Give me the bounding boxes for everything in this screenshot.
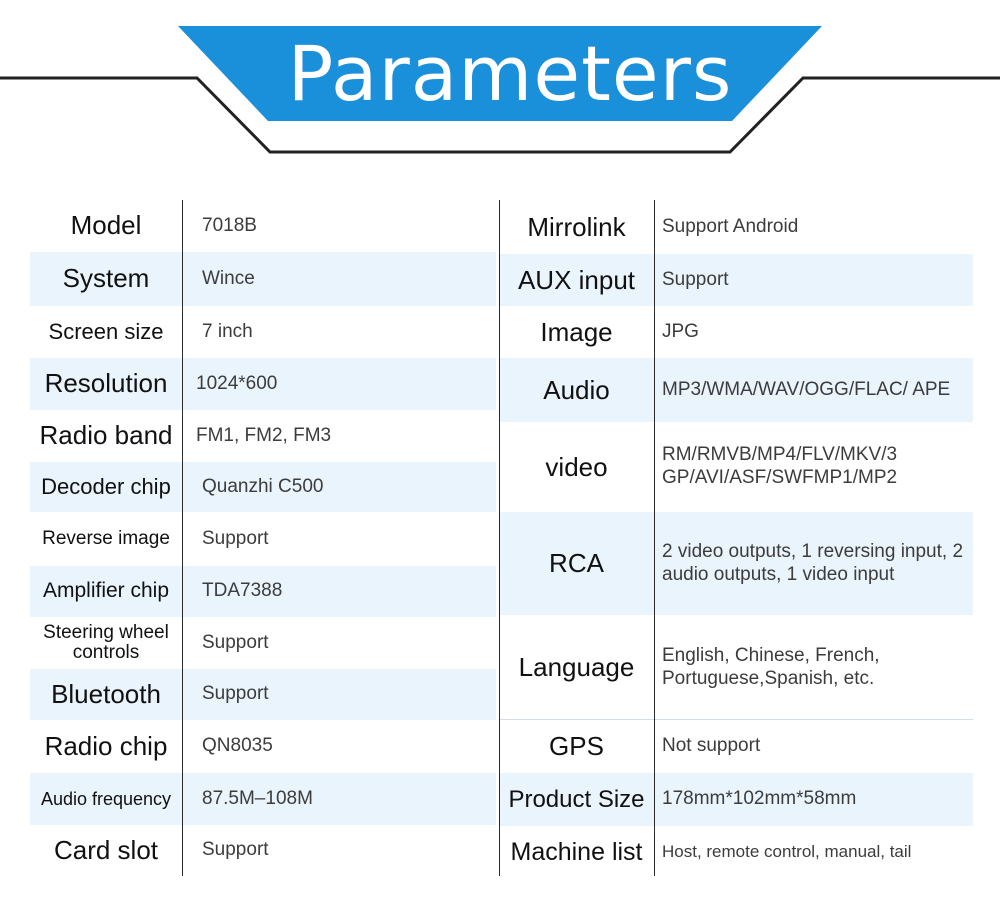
left-spec-label [30, 410, 182, 462]
right-column-divider [654, 200, 655, 876]
left-spec-value-text: Support [202, 631, 269, 653]
right-spec-value-text: Not support [662, 735, 761, 757]
left-spec-label-text: Bluetooth [51, 678, 161, 709]
right-spec-label [500, 358, 653, 422]
left-spec-label-text: Reverse image [42, 528, 170, 550]
left-spec-value [202, 669, 492, 720]
right-spec-value [662, 615, 970, 720]
right-spec-value [662, 422, 970, 512]
left-spec-value [202, 306, 492, 358]
right-spec-value [662, 720, 970, 773]
left-spec-value-text: Quanzhi C500 [202, 475, 324, 497]
right-spec-label-text: AUX input [517, 264, 636, 295]
left-spec-value-text: 7018B [202, 214, 257, 236]
left-spec-label [30, 462, 182, 512]
right-spec-label [500, 422, 653, 512]
left-spec-label-text: System [62, 263, 150, 294]
left-spec-label-text: Screen size [48, 319, 164, 345]
right-spec-value-text: MP3/WMA/WAV/OGG/FLAC/ APE [662, 378, 951, 400]
left-spec-value [202, 200, 492, 252]
right-spec-value [662, 306, 970, 358]
right-spec-label-text: Mirrolink [527, 211, 626, 242]
right-spec-value [662, 200, 970, 254]
right-spec-value [662, 773, 970, 826]
right-spec-label [500, 254, 653, 306]
right-spec-value-text: Support Android [662, 215, 799, 237]
left-column-divider [182, 200, 183, 876]
left-spec-label [30, 566, 182, 617]
right-spec-value-text: JPG [662, 320, 699, 342]
right-spec-value-text: 178mm*102mm*58mm [662, 788, 857, 810]
left-spec-value [202, 825, 492, 876]
right-spec-label [500, 615, 653, 720]
center-divider [499, 200, 500, 876]
left-spec-value-text: 87.5M–108M [202, 787, 313, 809]
right-spec-label-text: video [545, 451, 608, 482]
right-spec-value-text: Support [662, 268, 729, 290]
left-spec-label-text: Amplifier chip [42, 579, 170, 603]
right-spec-label-text: Product Size [508, 785, 645, 813]
right-spec-label [500, 306, 653, 358]
left-spec-label-text: Steering wheel controls [43, 622, 169, 663]
left-spec-label-text: Model [70, 210, 142, 241]
left-spec-value-text: Support [202, 683, 269, 705]
right-spec-label [500, 512, 653, 615]
left-spec-value-text: Wince [202, 267, 255, 289]
left-spec-label [30, 617, 182, 669]
right-spec-value [662, 254, 970, 306]
left-spec-value [202, 462, 492, 512]
left-spec-label [30, 825, 182, 876]
right-spec-label [500, 773, 653, 826]
right-spec-value-text: RM/RMVB/MP4/FLV/MKV/3 GP/AVI/ASF/SWFMP1/MP2 [662, 444, 898, 488]
right-spec-value [662, 826, 970, 878]
right-spec-label [500, 720, 653, 773]
left-spec-value [202, 617, 492, 669]
left-spec-label [30, 512, 182, 566]
right-row-divider [500, 719, 973, 720]
left-spec-value-text: FM1, FM2, FM3 [196, 424, 332, 446]
left-spec-value [202, 252, 492, 306]
left-spec-label-text: Resolution [44, 368, 168, 399]
left-spec-label-text: Audio frequency [40, 788, 172, 809]
right-spec-label-text: Language [518, 652, 635, 682]
left-spec-value-text: TDA7388 [202, 580, 283, 602]
left-spec-value-text: 1024*600 [196, 372, 278, 394]
right-spec-value-text: English, Chinese, French, Portuguese,Spanish, etc. [662, 644, 880, 689]
right-spec-label-text: GPS [549, 731, 604, 761]
left-spec-value [202, 720, 492, 773]
left-spec-value [202, 512, 492, 566]
left-spec-label-text: Decoder chip [41, 474, 171, 500]
left-spec-value [202, 566, 492, 617]
right-spec-value-text: 2 video outputs, 1 reversing input, 2 audio outputs, 1 video input [662, 540, 964, 585]
left-spec-value [202, 773, 492, 825]
left-spec-label [30, 720, 182, 773]
left-spec-value-text: Support [202, 527, 269, 549]
right-spec-label-text: Audio [543, 374, 610, 405]
right-spec-value [662, 358, 970, 422]
left-spec-label [30, 252, 182, 306]
page-title: Parameters [287, 29, 733, 118]
left-spec-label [30, 358, 182, 410]
left-spec-label-text: Radio band [39, 420, 173, 451]
left-spec-label-text: Radio chip [44, 730, 168, 761]
left-spec-label [30, 773, 182, 825]
left-spec-value-text: Support [202, 839, 269, 861]
left-spec-label-text: Card slot [53, 834, 159, 865]
left-spec-value [196, 358, 486, 410]
left-spec-label [30, 669, 182, 720]
left-spec-label [30, 200, 182, 252]
left-spec-value-text: 7 inch [202, 320, 253, 342]
right-spec-label-text: RCA [549, 548, 604, 578]
left-spec-value-text: QN8035 [202, 735, 273, 757]
left-spec-value [196, 410, 486, 462]
right-spec-label [500, 200, 653, 254]
right-spec-label-text: Machine list [510, 837, 643, 866]
right-spec-label [500, 826, 653, 878]
right-spec-value [662, 512, 970, 615]
right-spec-label-text: Image [540, 316, 613, 347]
left-spec-label [30, 306, 182, 358]
right-spec-value-text: Host, remote control, manual, tail [662, 841, 912, 861]
